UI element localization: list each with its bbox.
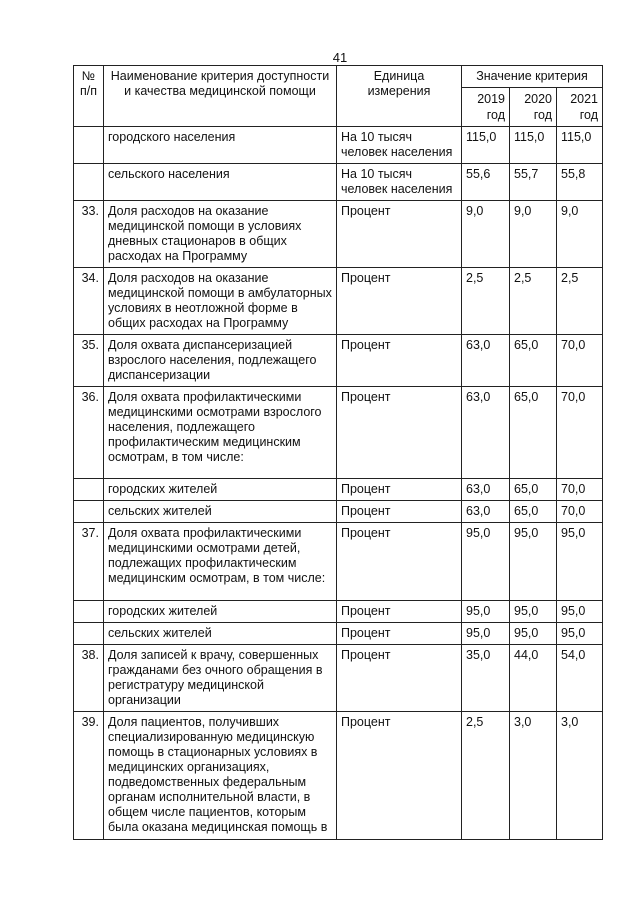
unit-cell: Процент (337, 623, 462, 645)
criterion-name: Доля охвата диспансеризацией взрослого населения, подлежащего диспансеризации (104, 335, 337, 387)
criteria-table (73, 65, 603, 840)
criterion-name: городского населения (104, 127, 337, 164)
value-2021: 55,8 (557, 164, 603, 201)
unit-cell: На 10 тысяч человек населения (337, 127, 462, 164)
value-2021: 2,5 (557, 268, 603, 335)
unit-cell: Процент (337, 387, 462, 479)
value-2019: 115,0 (462, 127, 510, 164)
unit-cell: На 10 тысяч человек населения (337, 164, 462, 201)
table-row (74, 268, 603, 335)
header-year-2019: 2019 год (462, 88, 510, 127)
value-2019: 95,0 (462, 601, 510, 623)
table-row (74, 164, 603, 201)
value-2021: 70,0 (557, 501, 603, 523)
criterion-name: Доля записей к врачу, совершенных гражданами без очного обращения в регистратуру медицинской организации (104, 645, 337, 712)
row-number: 33. (74, 201, 104, 268)
value-2021: 3,0 (557, 712, 603, 840)
table-row (74, 127, 603, 164)
row-number (74, 601, 104, 623)
unit-cell: Процент (337, 501, 462, 523)
unit-cell: Процент (337, 601, 462, 623)
table-row (74, 601, 603, 623)
unit-cell: Процент (337, 523, 462, 601)
value-2021: 70,0 (557, 335, 603, 387)
value-2020: 65,0 (510, 501, 557, 523)
value-2021: 95,0 (557, 523, 603, 601)
header-year-2021: 2021 год (557, 88, 603, 127)
value-2019: 63,0 (462, 335, 510, 387)
table-row (74, 387, 603, 479)
value-2021: 70,0 (557, 387, 603, 479)
value-2021: 70,0 (557, 479, 603, 501)
value-2019: 55,6 (462, 164, 510, 201)
header-num: № п/п (74, 66, 104, 127)
row-number (74, 479, 104, 501)
criterion-name: Доля расходов на оказание медицинской помощи в условиях дневных стационаров в общих расходах на Программу (104, 201, 337, 268)
criterion-name: Доля пациентов, получивших специализированную медицинскую помощь в стационарных условиях в медицинских организациях, подведомственных федеральным органам исполнительной власти, в общем числе пациентов, которым была оказана медицинская помощь в (104, 712, 337, 840)
value-2019: 63,0 (462, 479, 510, 501)
value-2021: 54,0 (557, 645, 603, 712)
value-2020: 3,0 (510, 712, 557, 840)
value-2019: 2,5 (462, 268, 510, 335)
row-number: 34. (74, 268, 104, 335)
value-2020: 65,0 (510, 479, 557, 501)
value-2021: 95,0 (557, 601, 603, 623)
table-body (74, 127, 603, 840)
value-2019: 35,0 (462, 645, 510, 712)
row-number: 38. (74, 645, 104, 712)
row-number: 37. (74, 523, 104, 601)
value-2019: 95,0 (462, 523, 510, 601)
page-number: 41 (332, 50, 348, 65)
criterion-name: Доля охвата профилактическими медицинскими осмотрами взрослого населения, подлежащего профилактическим медицинским осмотрам, в том числе: (104, 387, 337, 479)
unit-cell: Процент (337, 645, 462, 712)
table-row (74, 501, 603, 523)
value-2021: 95,0 (557, 623, 603, 645)
row-number (74, 164, 104, 201)
unit-cell: Процент (337, 479, 462, 501)
value-2020: 95,0 (510, 601, 557, 623)
row-number: 36. (74, 387, 104, 479)
value-2021: 115,0 (557, 127, 603, 164)
header-row (74, 66, 603, 88)
value-2019: 95,0 (462, 623, 510, 645)
table-row (74, 523, 603, 601)
value-2021: 9,0 (557, 201, 603, 268)
header-unit: Единица измерения (337, 66, 462, 127)
value-2020: 2,5 (510, 268, 557, 335)
row-number: 39. (74, 712, 104, 840)
value-2020: 115,0 (510, 127, 557, 164)
table-row (74, 479, 603, 501)
value-2020: 9,0 (510, 201, 557, 268)
criterion-name: городских жителей (104, 601, 337, 623)
criterion-name: городских жителей (104, 479, 337, 501)
value-2019: 2,5 (462, 712, 510, 840)
unit-cell: Процент (337, 268, 462, 335)
value-2020: 55,7 (510, 164, 557, 201)
criterion-name: сельских жителей (104, 501, 337, 523)
value-2020: 65,0 (510, 335, 557, 387)
header-year-2020: 2020 год (510, 88, 557, 127)
table-row (74, 201, 603, 268)
table-row (74, 712, 603, 840)
unit-cell: Процент (337, 712, 462, 840)
value-2020: 65,0 (510, 387, 557, 479)
value-2019: 63,0 (462, 387, 510, 479)
criterion-name: Доля охвата профилактическими медицинскими осмотрами детей, подлежащих профилактическим медицинским осмотрам, в том числе: (104, 523, 337, 601)
criterion-name: Доля расходов на оказание медицинской помощи в амбулаторных условиях в неотложной форме в общих расходах на Программу (104, 268, 337, 335)
table-row (74, 335, 603, 387)
table-row (74, 645, 603, 712)
header-name: Наименование критерия доступности и качества медицинской помощи (104, 66, 337, 127)
table-row (74, 623, 603, 645)
row-number (74, 501, 104, 523)
value-2019: 9,0 (462, 201, 510, 268)
value-2020: 95,0 (510, 523, 557, 601)
row-number (74, 623, 104, 645)
row-number: 35. (74, 335, 104, 387)
value-2020: 95,0 (510, 623, 557, 645)
row-number (74, 127, 104, 164)
header-value: Значение критерия (462, 66, 603, 88)
criterion-name: сельского населения (104, 164, 337, 201)
value-2020: 44,0 (510, 645, 557, 712)
unit-cell: Процент (337, 201, 462, 268)
value-2019: 63,0 (462, 501, 510, 523)
unit-cell: Процент (337, 335, 462, 387)
criterion-name: сельских жителей (104, 623, 337, 645)
